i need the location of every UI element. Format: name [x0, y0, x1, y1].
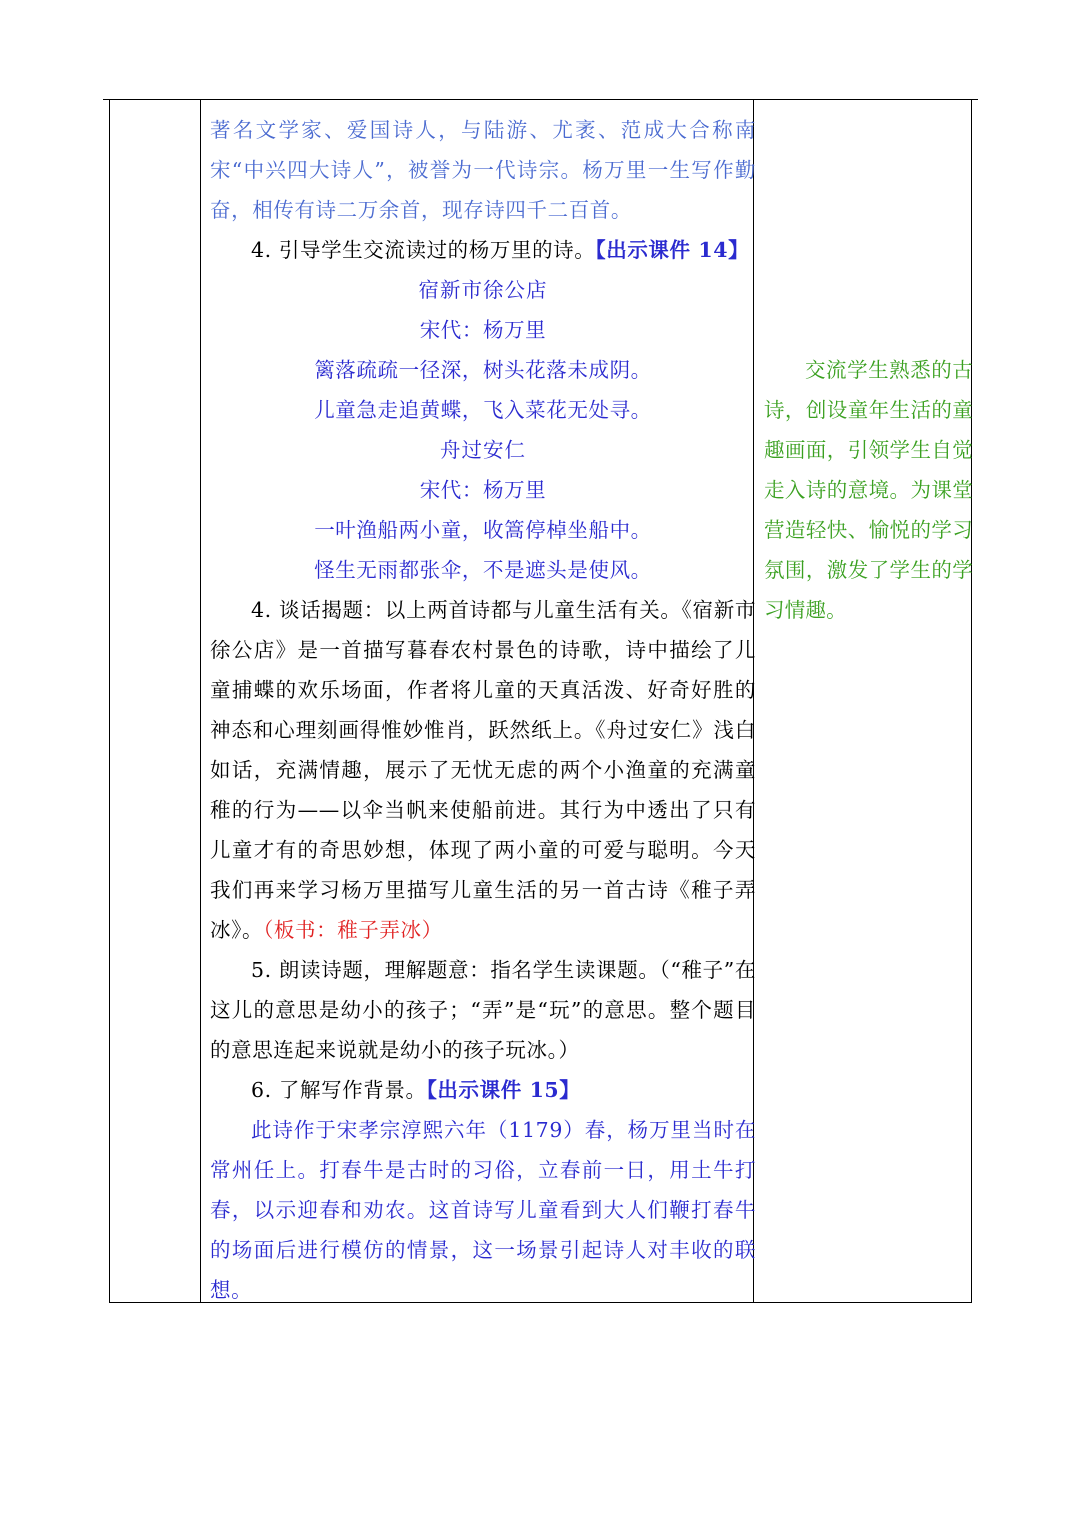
design-intent-cell [764, 350, 973, 630]
poem1-line-2: 儿童急走追黄蝶，飞入菜花无处寻。 [314, 398, 652, 422]
poem1-title: 宿新市徐公店 [418, 278, 548, 302]
step-4-guide [210, 230, 756, 270]
poem2-title: 舟过安仁 [440, 438, 526, 462]
poem1-line-1: 篱落疏疏一径深，树头花落未成阴。 [314, 358, 652, 382]
poem2-author: 宋代：杨万里 [419, 478, 547, 502]
background-paragraph: 此诗作于宋孝宗淳熙六年（1179）春，杨万里当时在常州任上。打春牛是古时的习俗，立春前一日，用土牛打春，以示迎春和劝农。这首诗写儿童看到大人们鞭打春牛的场面后进行模仿的情景，这一场景引起诗人对丰收的联想。 [210, 1118, 756, 1302]
poem2-line-2: 怪生无雨都张伞，不是遮头是使风。 [314, 558, 652, 582]
board-writing-note: （板书：稚子弄冰） [263, 918, 443, 942]
step-6-background-text: 6. 了解写作背景。 [251, 1078, 427, 1102]
step-4-intro-topic-text: 4. 谈话揭题：以上两首诗都与儿童生活有关。《宿新市徐公店》是一首描写暮春农村景色的诗歌，诗中描绘了儿童捕蝶的欢乐场面，作者将儿童的天真活泼、好奇好胜的神态和心理刻画得惟妙惟肖，跃然纸上。《舟过安仁》浅白如话，充满情趣，展示了无忧无虑的两个小渔童的充满童稚的行为——以伞当帆来使船前进。其行为中透出了只有儿童才有的奇思妙想，体现了两小童的可爱与聪明。今天我们再来学习杨万里描写儿童生活的另一首古诗《稚子弄冰》。 [210, 598, 756, 942]
teaching-process-cell [210, 110, 756, 1310]
step-5-read-title: 5. 朗读诗题，理解题意：指名学生读课题。（“稚子”在这儿的意思是幼小的孩子；“弄”是“玩”的意思。整个题目的意思连起来说就是幼小的孩子玩冰。） [210, 958, 756, 1062]
courseware-tag-14: 【出示课件 14】 [595, 238, 750, 262]
poem1-author: 宋代：杨万里 [419, 318, 547, 342]
design-intent-note: 交流学生熟悉的古诗，创设童年生活的童趣画面，引领学生自觉走入诗的意境。为课堂营造轻快、愉悦的学习氛围，激发了学生的学习情趣。 [764, 358, 973, 622]
step-6-background [210, 1070, 756, 1110]
author-intro-paragraph: 著名文学家、爱国诗人，与陆游、尤袤、范成大合称南宋“中兴四大诗人”，被誉为一代诗宗。杨万里一生写作勤奋，相传有诗二万余首，现存诗四千二百首。 [210, 118, 756, 222]
courseware-tag-15: 【出示课件 15】 [426, 1078, 581, 1102]
step-4-intro-topic [210, 590, 756, 950]
poem2-line-1: 一叶渔船两小童，收篙停棹坐船中。 [314, 518, 652, 542]
column-divider-left [200, 100, 201, 1302]
step-4-guide-text: 4. 引导学生交流读过的杨万里的诗。 [251, 238, 596, 262]
